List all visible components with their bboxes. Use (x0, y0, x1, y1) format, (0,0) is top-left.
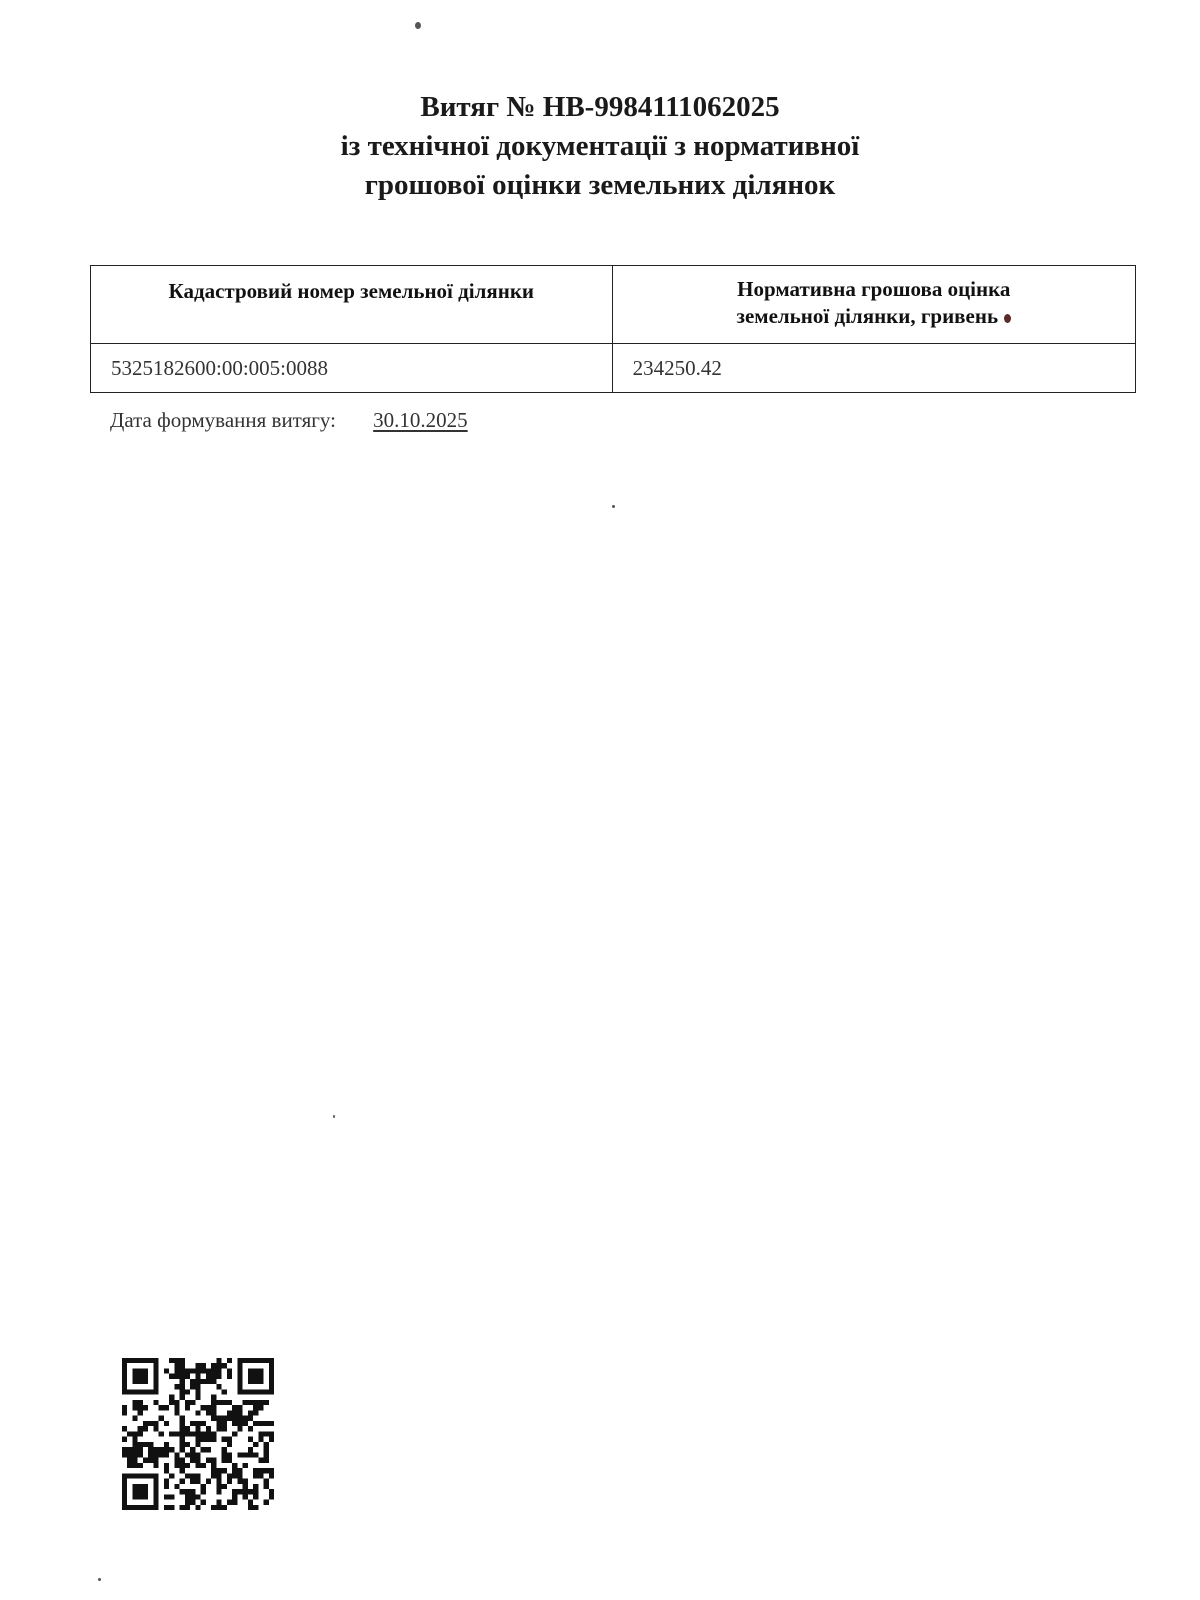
table-header-row (91, 266, 1136, 344)
cadastral-number-cell: 5325182600:00:005:0088 (91, 344, 613, 393)
extract-date-value: 30.10.2025 (373, 408, 468, 432)
title-line-3: грошової оцінки земельних ділянок (364, 169, 836, 201)
valuation-cell: 234250.42 (612, 344, 1135, 393)
header-cadastral-number (91, 266, 613, 344)
valuation-table (90, 265, 1136, 393)
scan-speck (612, 505, 615, 508)
ink-dot (1004, 314, 1011, 323)
header-valuation-line-1: Нормативна грошова оцінка (737, 277, 1011, 301)
extract-date-label: Дата формування витягу: (110, 408, 336, 432)
scan-speck (98, 1578, 101, 1581)
table-row (91, 344, 1136, 393)
header-valuation-line-2-text: земельної ділянки, гривень (736, 304, 999, 328)
header-cadastral-label: Кадастровий номер земельної ділянки (168, 279, 535, 303)
header-valuation-line-2 (613, 303, 1135, 330)
document-title (0, 88, 1200, 205)
title-line-1: Витяг № НВ-9984111062025 (420, 91, 780, 123)
scan-speck (415, 22, 421, 29)
title-line-2: із технічної документації з нормативної (340, 130, 860, 162)
header-valuation (612, 266, 1135, 344)
scan-speck (333, 1115, 335, 1118)
extract-date-row (110, 408, 468, 433)
qr-code-icon (122, 1358, 274, 1510)
